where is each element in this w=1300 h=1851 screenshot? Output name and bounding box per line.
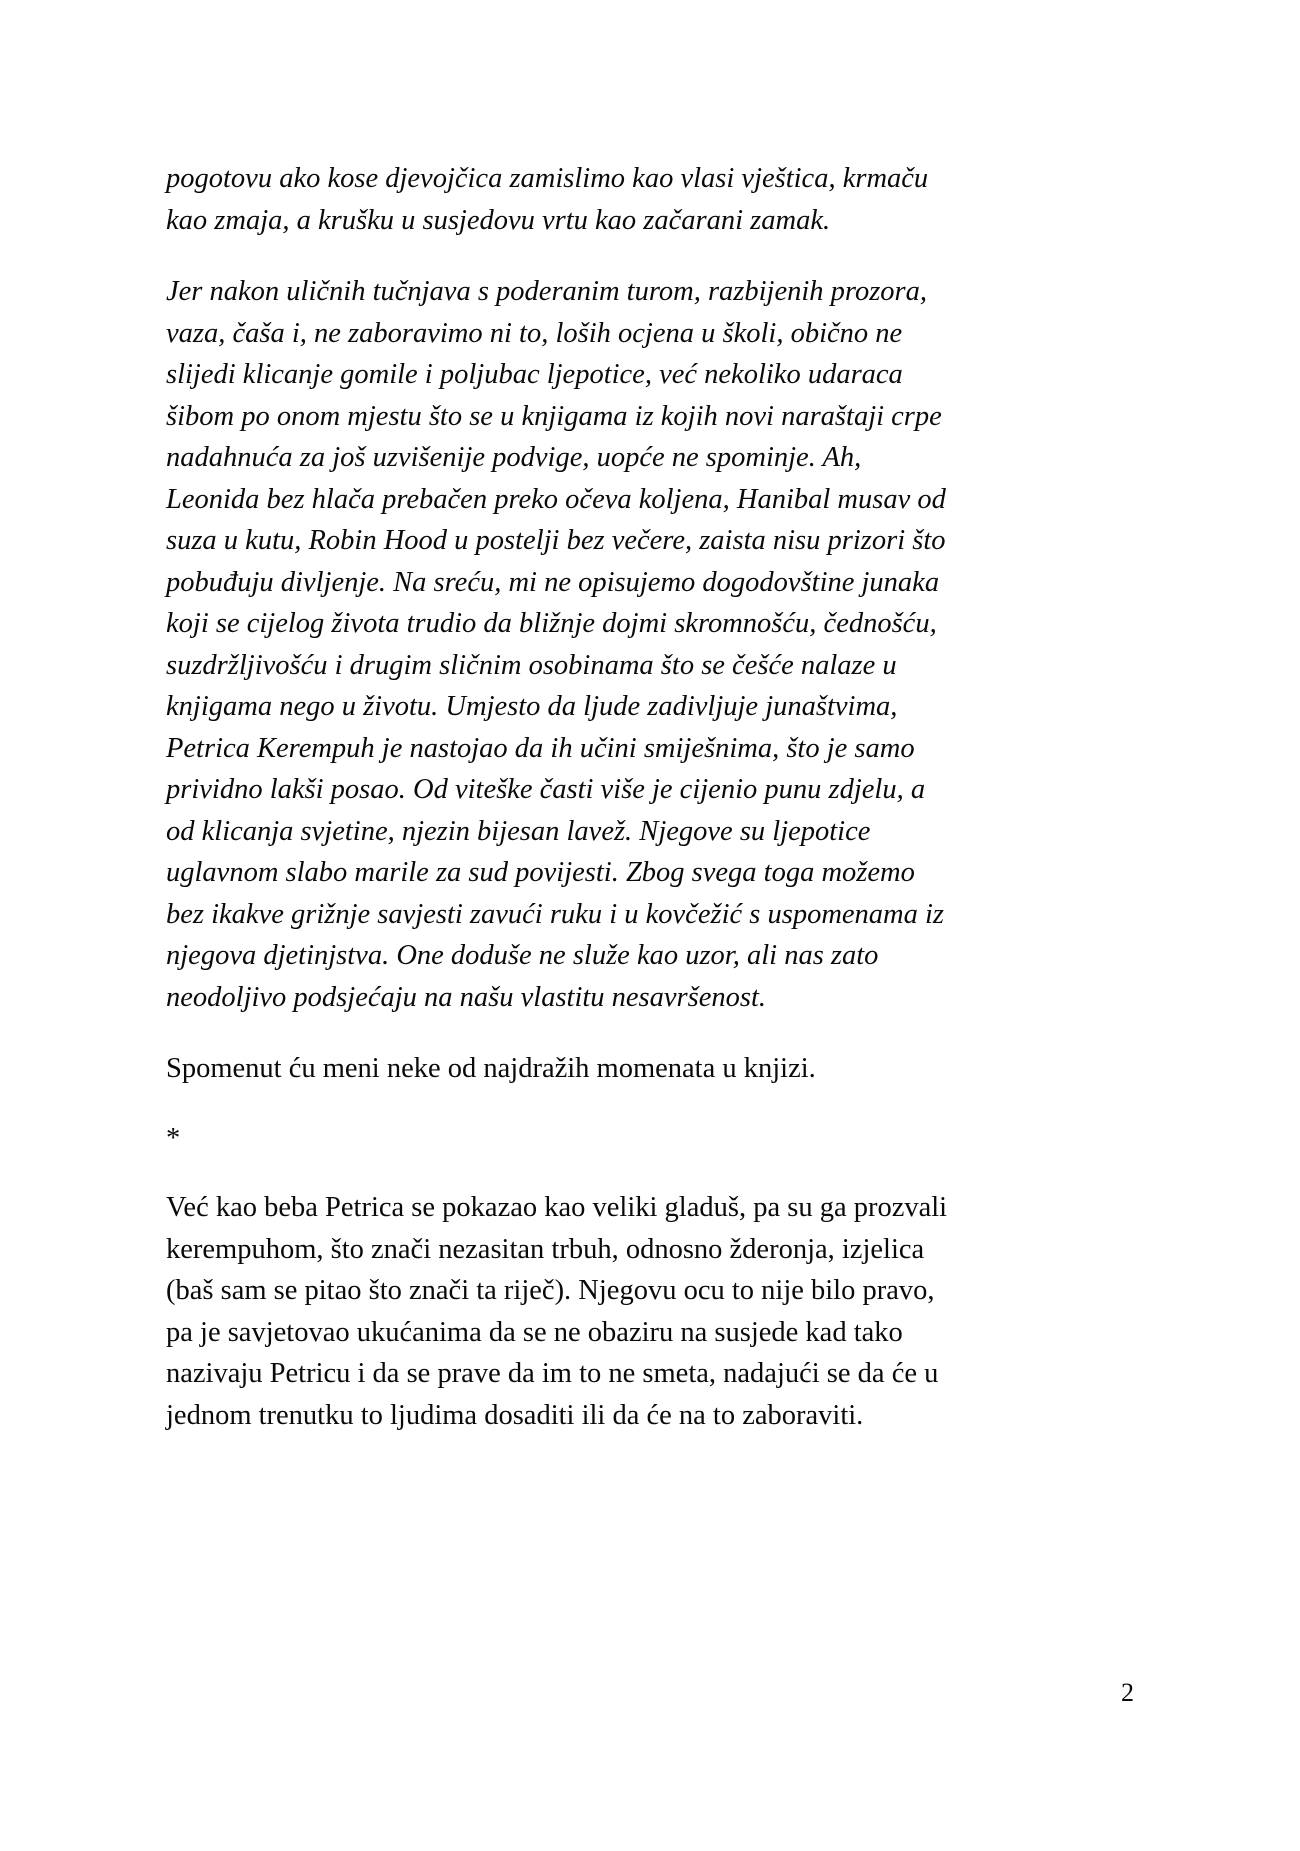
page-body <box>166 158 956 1436</box>
paragraph-2: Jer nakon uličnih tučnjava s poderanim turom, razbijenih prozora, vaza, čaša i, ne zaboravimo ni to, loših ocjena u školi, obično ne slijedi klicanje gomile i poljubac ljepotice, već nekoliko udaraca šibom po onom mjestu što se u knjigama iz kojih novi naraštaji crpe nadahnuća za još uzvišenije podvige, uopće ne spominje. Ah, Leonida bez hlača prebačen preko očeva koljena, Hanibal musav od suza u kutu, Robin Hood u postelji bez večere, zaista nisu prizori što pobuđuju divljenje. Na sreću, mi ne opisujemo dogodovštine junaka koji se cijelog života trudio da bližnje dojmi skromnošću, čednošću, suzdržljivošću i drugim sličnim osobinama što se češće nalaze u knjigama nego u životu. Umjesto da ljude zadivljuje junaštvima, Petrica Kerempuh je nastojao da ih učini smiješnima, što je samo prividno lakši posao. Od viteške časti više je cijenio punu zdjelu, a od klicanja svjetine, njezin bijesan lavež. Njegove su ljepotice uglavnom slabo marile za sud povijesti. Zbog svega toga možemo bez ikakve grižnje savjesti zavući ruku i u kovčežić s uspomenama iz njegova djetinjstva. One doduše ne služe kao uzor, ali nas zato neodoljivo podsjećaju na našu vlastitu nesavršenost. <box>166 276 946 1013</box>
page-number: 2 <box>1121 1678 1134 1707</box>
paragraph-4: Već kao beba Petrica se pokazao kao veliki gladuš, pa su ga prozvali kerempuhom, što znači nezasitan trbuh, odnosno žderonja, izjelica (baš sam se pitao što znači ta riječ). Njegovu ocu to nije bilo pravo, pa je savjetovao ukućanima da se ne obaziru na susjede kad tako nazivaju Petricu i da se prave da im to ne smeta, nadajući se da će u jednom trenutku to ljudima dosaditi ili da će na to zaboraviti. <box>166 1192 948 1431</box>
paragraph-3: Spomenut ću meni neke od najdražih momenata u knjizi. <box>166 1053 816 1084</box>
section-separator-asterisk: * <box>166 1122 181 1154</box>
paragraph-1: pogotovu ako kose djevojčica zamislimo kao vlasi vještica, krmaču kao zmaja, a krušku u susjedovu vrtu kao začarani zamak. <box>166 163 929 236</box>
